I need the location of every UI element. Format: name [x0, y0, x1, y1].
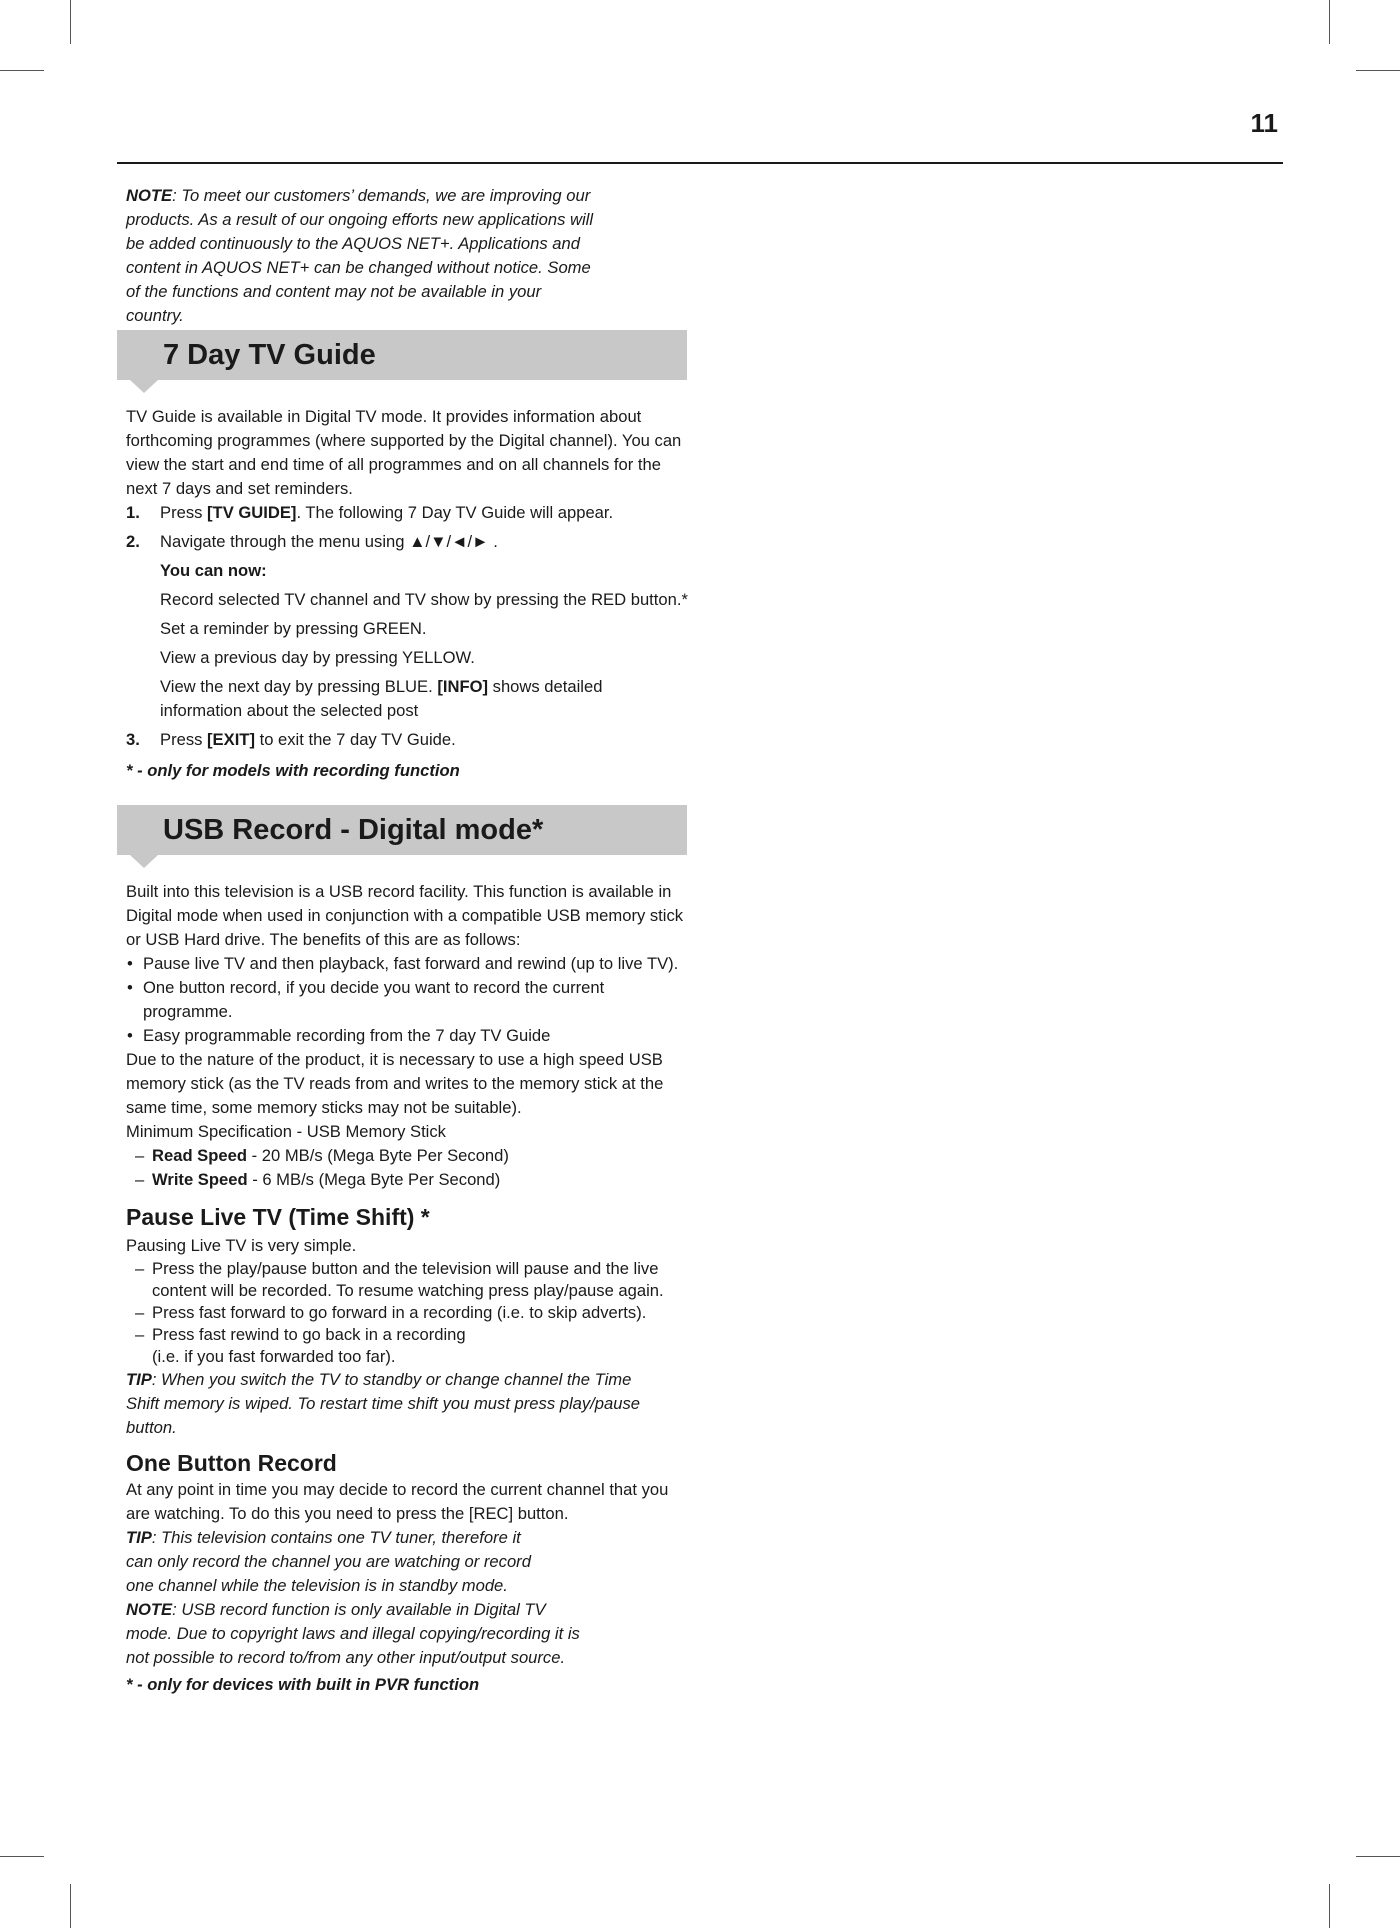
one-button-note: [126, 1598, 586, 1670]
crop-mark: [0, 70, 44, 71]
note-text: : To meet our customers’ demands, we are improving our products. As a result of our ongoing efforts new applications will be added continuously to the AQUOS NET+. Applications and content in AQUOS NET+ can be changed without notice. Some of the functions and content may not be available in your country.: [126, 186, 594, 325]
pause-live-intro: Pausing Live TV is very simple.: [126, 1236, 357, 1255]
option-previous-day: View a previous day by pressing YELLOW.: [160, 648, 475, 667]
key-label: [TV GUIDE]: [207, 503, 297, 522]
option-next-day: [126, 675, 650, 723]
one-button-tip: [126, 1526, 546, 1598]
section-heading: 7 Day TV Guide: [163, 339, 376, 371]
step-text: Press: [160, 730, 208, 749]
read-speed: [126, 1144, 688, 1168]
tv-guide-intro: TV Guide is available in Digital TV mode. It provides information about forthcoming programmes (where supported by the Digital channel). You can view the start and end time of all programmes and on all channels for the next 7 days and set reminders.: [126, 407, 682, 498]
key-label: [EXIT]: [207, 730, 255, 749]
spec-value: - 6 MB/s (Mega Byte Per Second): [247, 1170, 501, 1189]
benefit-item: • One button record, if you decide you want to record the current programme.: [126, 976, 643, 1024]
step-2: [126, 530, 688, 554]
usb-record-body: [126, 880, 688, 1697]
footnote-pvr: * - only for devices with built in PVR function: [126, 1675, 480, 1694]
pause-item: – Press fast forward to go forward in a recording (i.e. to skip adverts).: [126, 1302, 688, 1324]
tip-text: : This television contains one TV tuner, therefore it can only record the channel you are watching or record one channel while the television is in standby mode.: [126, 1528, 531, 1595]
pause-tip: [126, 1368, 666, 1440]
step-number: 3.: [126, 730, 140, 749]
section-heading: USB Record - Digital mode*: [163, 814, 544, 846]
section-banner-tv-guide: [117, 330, 687, 380]
crop-mark: [1329, 0, 1330, 44]
note-label: NOTE: [126, 186, 173, 205]
crop-mark: [1356, 1856, 1400, 1857]
crop-mark: [70, 1884, 71, 1928]
section-banner-usb-record: [117, 805, 687, 855]
step-text: . The following 7 Day TV Guide will appear.: [296, 503, 614, 522]
one-button-heading: One Button Record: [126, 1450, 337, 1476]
option-reminder: Set a reminder by pressing GREEN.: [160, 619, 427, 638]
note-text: : USB record function is only available in Digital TV mode. Due to copyright laws and illegal copying/recording it is not possible to record to/from any other input/output source.: [126, 1600, 580, 1667]
usb-nature-text: Due to the nature of the product, it is necessary to use a high speed USB memory stick (as the TV reads from and writes to the memory stick at the same time, some memory sticks may not be suitable).: [126, 1050, 664, 1117]
step-text: Navigate through the menu using ▲/▼/◄/► .: [160, 532, 498, 551]
spec-value: - 20 MB/s (Mega Byte Per Second): [247, 1146, 509, 1165]
crop-mark: [0, 1856, 44, 1857]
tip-label: TIP: [126, 1528, 152, 1547]
option-text: View the next day by pressing BLUE.: [160, 677, 438, 696]
write-speed: [126, 1168, 688, 1192]
footnote-recording: * - only for models with recording function: [126, 761, 460, 780]
note-label: NOTE: [126, 1600, 173, 1619]
benefit-item: • Easy programmable recording from the 7 day TV Guide: [126, 1024, 688, 1048]
tv-guide-body: [126, 405, 688, 783]
usb-intro: Built into this television is a USB record facility. This function is available in Digital mode when used in conjunction with a compatible USB memory stick or USB Hard drive. The benefits of this are as follows:: [126, 882, 684, 949]
header-rule: [117, 162, 1283, 164]
pause-item: – Press the play/pause button and the television will pause and the live content will be recorded. To resume watching press play/pause again.: [126, 1258, 688, 1302]
you-can-now: You can now:: [160, 561, 267, 580]
step-1: [126, 501, 688, 525]
step-number: 1.: [126, 503, 140, 522]
key-label: [INFO]: [437, 677, 489, 696]
crop-mark: [70, 0, 71, 44]
tip-label: TIP: [126, 1370, 152, 1389]
benefit-item: • Pause live TV and then playback, fast forward and rewind (up to live TV).: [126, 952, 688, 976]
step-text: to exit the 7 day TV Guide.: [254, 730, 456, 749]
step-text: Press: [160, 503, 208, 522]
spec-label: Write Speed: [152, 1170, 248, 1189]
pause-live-heading: Pause Live TV (Time Shift) *: [126, 1204, 430, 1230]
tip-text: : When you switch the TV to standby or change channel the Time Shift memory is wiped. To restart time shift you must press play/pause button.: [126, 1370, 640, 1437]
crop-mark: [1356, 70, 1400, 71]
intro-note: [126, 184, 602, 328]
crop-mark: [1329, 1884, 1330, 1928]
step-number: 2.: [126, 532, 140, 551]
spec-label: Read Speed: [152, 1146, 247, 1165]
one-button-text: At any point in time you may decide to record the current channel that you are watching. To do this you need to press the [REC] button.: [126, 1480, 669, 1523]
min-spec-title: Minimum Specification - USB Memory Stick: [126, 1122, 446, 1141]
option-text: shows detailed information about the selected post: [160, 677, 603, 720]
step-3: [126, 728, 688, 752]
option-record: Record selected TV channel and TV show by pressing the RED button.*: [160, 590, 688, 609]
page-number: 11: [1250, 108, 1278, 138]
pause-item: – Press fast rewind to go back in a recording (i.e. if you fast forwarded too far).: [126, 1324, 482, 1368]
